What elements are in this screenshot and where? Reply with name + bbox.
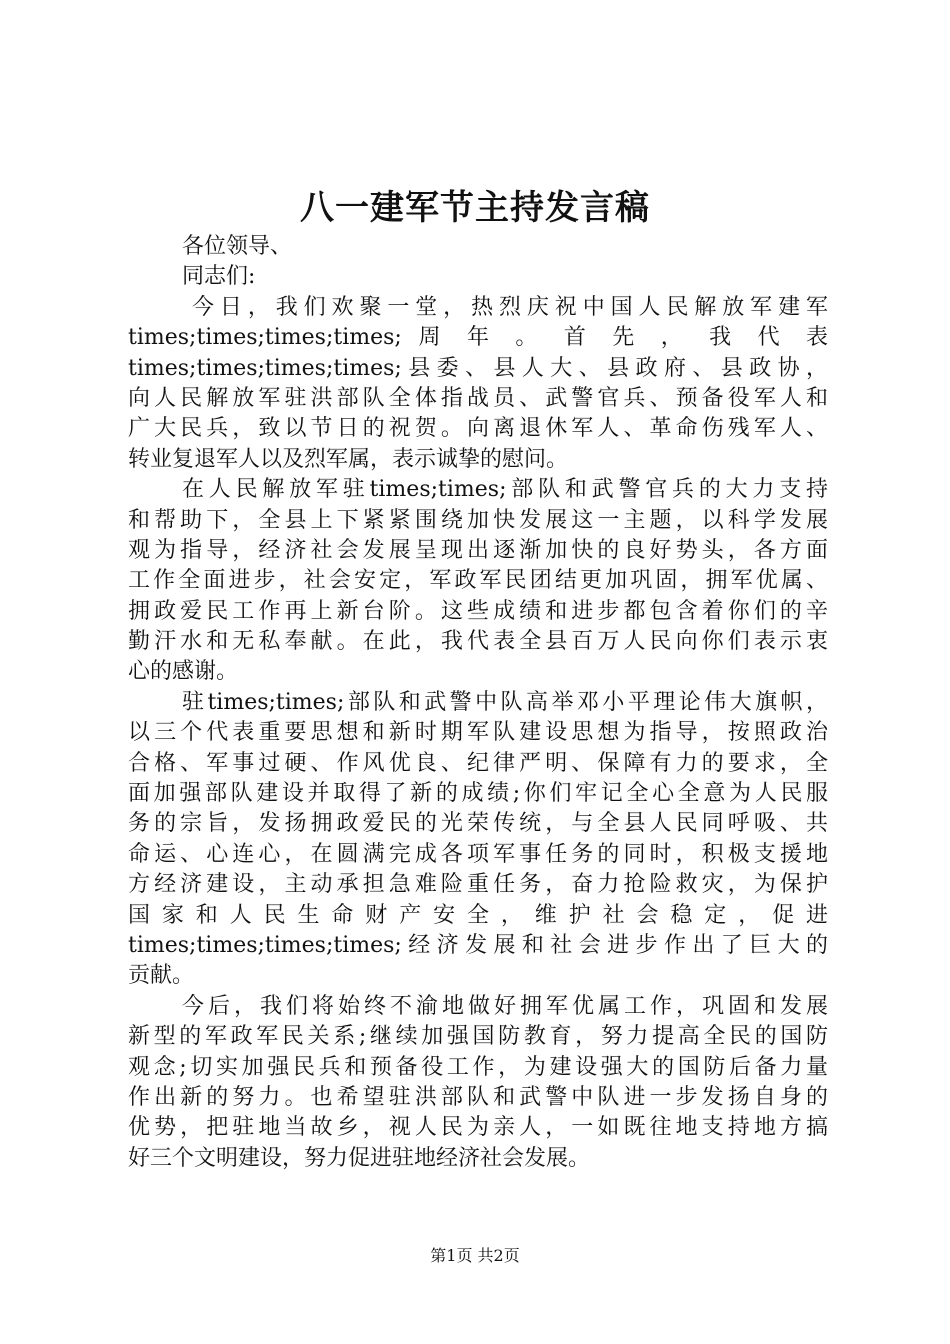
- text-line: 合格、军事过硬、作风优良、纪律严明、保障有力的要求，全: [128, 750, 828, 776]
- text-line: 贡献。: [128, 963, 195, 989]
- text-line: 方经济建设，主动承担急难险重任务，奋力抢险救灾，为保护: [128, 872, 828, 898]
- text-line: 今后，我们将始终不渝地做好拥军优属工作，巩固和发展: [182, 993, 828, 1019]
- text-line: 广大民兵，致以节日的祝贺。向离退休军人、革命伤残军人、: [128, 416, 828, 442]
- text-line: times;times;times;times; 周 年 。 首 先 ， 我 代 表: [128, 325, 828, 351]
- document-body: [128, 232, 828, 1174]
- text-line: 驻times;times;部队和武警中队高举邓小平理论伟大旗帜，: [182, 689, 828, 715]
- salutation-line: 同志们:: [182, 264, 256, 290]
- text-line: times;times;times;times;县委、县人大、县政府、县政协，: [128, 355, 828, 381]
- text-line: 务的宗旨，发扬拥政爱民的光荣传统，与全县人民同呼吸、共: [128, 811, 828, 837]
- text-line: 以三个代表重要思想和新时期军队建设思想为指导，按照政治: [128, 720, 828, 746]
- document-title: 八一建军节主持发言稿: [300, 188, 650, 228]
- page-footer: 第1页 共2页: [430, 1246, 520, 1265]
- text-line: 在人民解放军驻times;times;部队和武警官兵的大力支持: [182, 477, 828, 503]
- salutation-line: 各位领导、: [182, 234, 293, 259]
- text-line: 转业复退军人以及烈军属，表示诚挚的慰问。: [128, 446, 569, 472]
- text-line: 观为指导，经济社会发展呈现出逐渐加快的良好势头，各方面: [128, 537, 828, 563]
- text-line: 向人民解放军驻洪部队全体指战员、武警官兵、预备役军人和: [128, 385, 828, 411]
- text-line: 新型的军政军民关系;继续加强国防教育，努力提高全民的国防: [128, 1024, 828, 1050]
- text-line: 和帮助下，全县上下紧紧围绕加快发展这一主题，以科学发展: [128, 507, 828, 533]
- text-line: 优势，把驻地当故乡，视人民为亲人，一如既往地支持地方搞: [128, 1115, 828, 1141]
- text-line: 国 家 和 人 民 生 命 财 产 安 全 ， 维 护 社 会 稳 定 ， 促 进: [128, 902, 828, 928]
- text-line: 勤汗水和无私奉献。在此，我代表全县百万人民向你们表示衷: [128, 629, 828, 655]
- text-line: 命运、心连心，在圆满完成各项军事任务的同时，积极支援地: [128, 841, 828, 867]
- text-line: 面加强部队建设并取得了新的成绩;你们牢记全心全意为人民服: [128, 781, 828, 807]
- text-line: 作出新的努力。也希望驻洪部队和武警中队进一步发扬自身的: [128, 1084, 828, 1110]
- text-line: times;times;times;times;经济发展和社会进步作出了巨大的: [128, 932, 828, 958]
- text-line: 今日，我们欢聚一堂，热烈庆祝中国人民解放军建军: [192, 294, 828, 320]
- text-line: 拥政爱民工作再上新台阶。这些成绩和进步都包含着你们的辛: [128, 598, 828, 624]
- text-line: 心的感谢。: [128, 659, 239, 685]
- text-line: 工作全面进步，社会安定，军政军民团结更加巩固，拥军优属、: [128, 568, 828, 594]
- text-line: 好三个文明建设，努力促进驻地经济社会发展。: [128, 1145, 591, 1171]
- text-line: 观念;切实加强民兵和预备役工作，为建设强大的国防后备力量: [128, 1054, 828, 1080]
